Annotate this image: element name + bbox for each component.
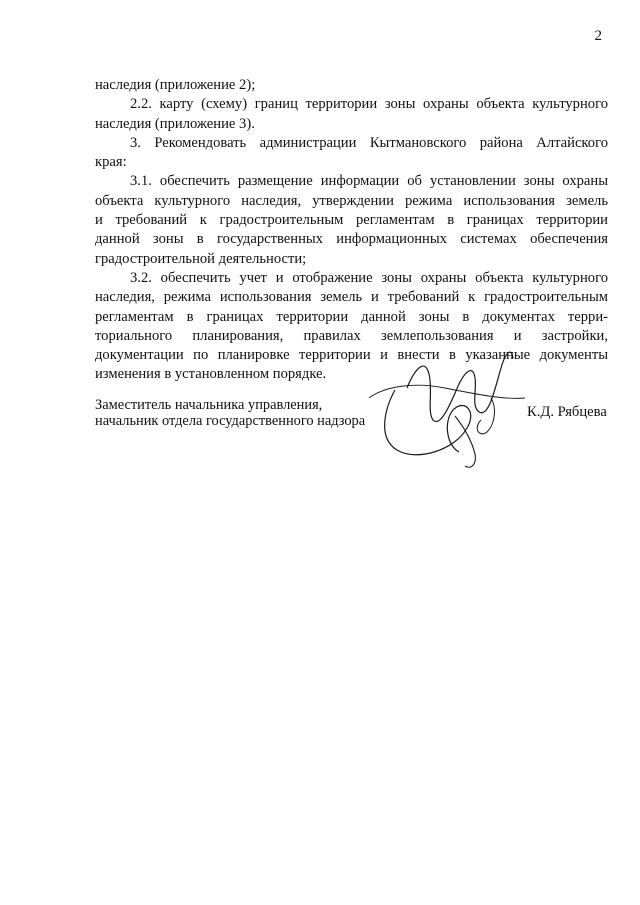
paragraph-line: градостроительной деятельности;	[95, 250, 307, 267]
paragraph-line: и требований к градостроительным регламентам в границах территории	[95, 212, 608, 229]
paragraph-line: объекта культурного наследия, утверждении режима использования земель	[95, 192, 608, 209]
paragraph-line: ториального планирования, правилах землепользования и застройки,	[95, 327, 608, 344]
paragraph-line: наследия (приложение 2);	[95, 77, 256, 93]
paragraph-line: наследия (приложение 3).	[95, 115, 255, 132]
page-number: 2	[594, 28, 602, 44]
paragraph-line: изменения в установленном порядке.	[95, 366, 327, 383]
paragraph-line: регламентам в границах территории данной зоны в документах терри-	[95, 308, 608, 325]
signatory-name: К.Д. Рябцева	[527, 404, 607, 420]
signatory-position-line: Заместитель начальника управления,	[95, 397, 323, 413]
paragraph-line: документации по планировке территории и внести в указанные документы	[95, 347, 608, 364]
paragraph-line: 3.1. обеспечить размещение информации об установлении зоны охраны	[130, 173, 608, 190]
paragraph-line: 3.2. обеспечить учет и отображение зоны охраны объекта культурного	[130, 269, 608, 286]
signatory-position-line: начальник отдела государственного надзора	[95, 413, 366, 429]
document-body	[95, 76, 608, 385]
paragraph-line: 2.2. карту (схему) границ территории зоны охраны объекта культурного	[130, 96, 608, 113]
handwritten-signature	[355, 328, 530, 478]
signatory-position	[95, 397, 365, 429]
paragraph-line: данной зоны в государственных информационных системах обеспечения	[95, 231, 608, 248]
paragraph-line: 3. Рекомендовать администрации Кытмановского района Алтайского	[130, 134, 608, 151]
paragraph-line: края:	[95, 154, 127, 171]
paragraph-line: наследия, режима использования земель и требований к градостроительным	[95, 289, 608, 306]
